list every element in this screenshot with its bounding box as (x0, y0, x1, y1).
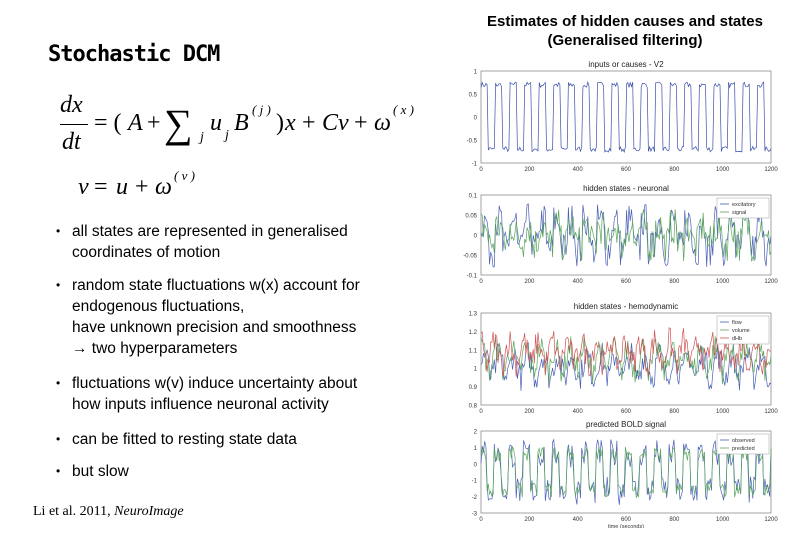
bullet-item (56, 429, 426, 450)
x-tick-label: 200 (524, 279, 535, 285)
x-tick-label: 1000 (715, 517, 730, 523)
x-tick-label: 600 (620, 167, 632, 173)
y-tick-label: -0.1 (466, 273, 477, 280)
x-tick-label: 400 (572, 409, 583, 415)
bullet-line: but slow (72, 463, 129, 480)
legend-label: excitatory (732, 202, 756, 208)
state-equation: dx dt = ( A + ∑ j u j B ( j ) ) x + Cv + ω ( x ) (60, 92, 414, 155)
x-tick-label: 600 (620, 409, 632, 415)
citation-journal: NeuroImage (114, 504, 184, 519)
chart-title: hidden states - hemodynamic (573, 302, 679, 311)
legend-label: flow (732, 320, 742, 326)
x-tick-label: 400 (572, 517, 583, 523)
bullet-line: have unknown precision and smoothness (72, 319, 357, 336)
y-tick-label: -1 (471, 478, 477, 485)
y-tick-label: 0.1 (468, 193, 477, 200)
y-tick-label: 0.05 (465, 213, 477, 220)
y-tick-label: 1 (473, 69, 477, 76)
y-tick-label: 1 (473, 445, 477, 452)
bullet-item (56, 221, 426, 263)
x-tick-label: 200 (524, 517, 535, 523)
legend-label: dHb (732, 336, 743, 342)
y-tick-label: 0.8 (468, 403, 477, 410)
bullet-marker: • (56, 278, 61, 292)
y-tick-label: -2 (471, 495, 477, 502)
y-tick-label: -1 (471, 161, 477, 168)
chart-1 (467, 60, 779, 173)
x-tick-label: 1000 (715, 167, 730, 173)
bullet-line: coordinates of motion (72, 244, 221, 261)
x-tick-label: 1200 (764, 517, 778, 523)
chart-panel-title-line2: (Generalised filtering) (547, 32, 703, 49)
charts-panel (445, 58, 795, 528)
bullet-marker: • (56, 464, 61, 478)
x-tick-label: 800 (669, 167, 680, 173)
input-equation: v = u + ω ( v ) (78, 168, 195, 200)
bullet-item (56, 275, 426, 359)
x-tick-label: 0 (479, 279, 483, 285)
x-tick-label: 0 (479, 167, 483, 173)
x-tick-label: 0 (479, 409, 483, 415)
y-tick-label: 1.3 (468, 311, 477, 318)
bullet-marker: • (56, 224, 61, 238)
x-tick-label: 200 (524, 409, 535, 415)
y-tick-label: 0 (473, 462, 477, 469)
chart-2 (463, 184, 778, 285)
y-tick-label: 0.9 (468, 385, 477, 392)
x-tick-label: 400 (572, 167, 583, 173)
x-tick-label: 600 (620, 279, 632, 285)
x-tick-label: 1200 (764, 279, 778, 285)
bullet-item (56, 373, 426, 415)
legend-label: volume (732, 328, 750, 334)
y-tick-label: -0.05 (463, 253, 477, 260)
bullet-line: → two hyperparameters (72, 340, 238, 357)
bullet-item (56, 461, 426, 482)
x-tick-label: 1000 (715, 279, 730, 285)
legend-label: observed (732, 438, 755, 444)
chart-title: inputs or causes - V2 (588, 60, 664, 69)
chart-title: hidden states - neuronal (583, 184, 669, 193)
x-tick-label: 1200 (764, 409, 778, 415)
y-tick-label: 0.5 (468, 92, 477, 99)
chart-4 (472, 420, 779, 528)
y-tick-label: -0.5 (466, 138, 477, 145)
bullet-line: endogenous fluctuations, (72, 298, 245, 315)
x-tick-label: 600 (620, 517, 632, 523)
bullet-line: all states are represented in generalised (72, 223, 348, 240)
bullet-line: random state fluctuations w(x) account for (72, 277, 360, 294)
y-tick-label: 0 (473, 115, 477, 122)
x-tick-label: 1200 (764, 167, 778, 173)
x-tick-label: 800 (669, 517, 680, 523)
y-tick-label: -3 (471, 511, 477, 518)
legend-label: signal (732, 210, 747, 216)
bullet-marker: • (56, 376, 61, 390)
chart-panel-title-line1: Estimates of hidden causes and states (487, 13, 763, 30)
x-tick-label: 200 (524, 167, 535, 173)
x-tick-label: 400 (572, 279, 583, 285)
x-tick-label: 1000 (715, 409, 730, 415)
bullet-line: how inputs influence neuronal activity (72, 396, 329, 413)
x-tick-label: 0 (479, 517, 483, 523)
y-tick-label: 1.1 (468, 348, 477, 355)
citation (33, 504, 184, 520)
chart-3 (469, 302, 779, 415)
bullet-line: can be fitted to resting state data (72, 431, 297, 448)
legend-label: predicted (732, 446, 755, 452)
x-tick-label: 800 (669, 279, 680, 285)
slide-title: Stochastic DCM (48, 42, 220, 67)
y-tick-label: 0 (473, 233, 477, 240)
y-tick-label: 1 (473, 366, 477, 373)
y-tick-label: 2 (473, 429, 477, 436)
chart-title: predicted BOLD signal (585, 420, 667, 429)
chart-panel-title (455, 12, 795, 50)
bullet-marker: • (56, 432, 61, 446)
citation-authors: Li et al. 2011, (33, 504, 115, 519)
bullet-line: fluctuations w(v) induce uncertainty about (72, 375, 358, 392)
x-axis-label: time (seconds) (607, 524, 645, 528)
y-tick-label: 1.2 (468, 329, 477, 336)
x-tick-label: 800 (669, 409, 680, 415)
